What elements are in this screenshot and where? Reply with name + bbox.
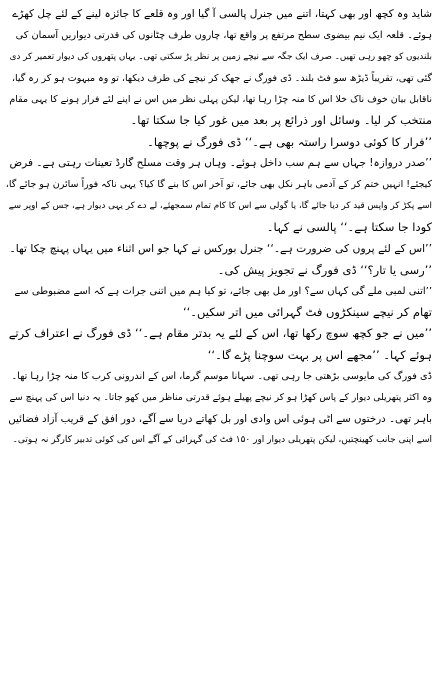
text-line: وہ اکثر پتھریلی دیوار کے پاس کھڑا ہو کر نیچے پھیلے ہوئے قدرتی مناظر میں کھو جاتا۔ یہ دنیا اس کی پہنچ سے bbox=[9, 392, 432, 404]
text-line: اسے پکڑ کر واپس قید کر دیا جائے گا، یا گولی سے اس کا کام تمام سمجھئے، لے دے کر یہی دیوار ہے، جس کے اوپر سے bbox=[8, 200, 432, 211]
text-line: اسے اپنی جانب کھینچتیں، لیکن پتھریلی دیوار اور ۱۵۰ فٹ کی گہرائی کے آگے اس کی کوئی تدبیر کارگر نہ ہوتی۔ bbox=[12, 434, 432, 445]
text-line: ’’اتنی لمبی ملے گی کہاں سے؟ اور مل بھی جائے، تو کیا ہم میں اتنی جرات ہے کہ اسے مضبوطی سے bbox=[14, 285, 432, 297]
text-line: گئی تھی، تقریباً ڈیڑھ سو فٹ بلند۔ ڈی فورگ نے جھک کر نیچے کی طرف دیکھا، تو وہ مبہوت ہو کر رہ گیا، bbox=[11, 72, 432, 84]
text-line: ناقابل بیان خوف ناک خلا اس کا منہ چڑا رہا تھا، لیکن پہلی نظر میں اس نے اپنے لئے فرار ہونے کا یہی مقام bbox=[9, 94, 432, 106]
text-line: کیجئے! انہیں ختم کر کے آدمی باہر نکل بھی جائے، تو آخر اس کا بنے گا کیا؟ یہی ناکہ فوراً سائرن ہو جائے گا، bbox=[6, 179, 432, 191]
text-line: ’’رسی یا تار؟‘‘ ڈی فورگ نے تجویز پیش کی۔ bbox=[217, 262, 432, 277]
text-line: ’’میں نے جو کچھ سوچ رکھا تھا، اس کے لئے یہ بدتر مقام ہے۔‘‘ ڈی فورگ نے اعتراف کرتے bbox=[8, 326, 432, 341]
text-line: تھام کر نیچے سینکڑوں فٹ گہرائی میں اتر سکیں۔‘‘ bbox=[182, 305, 432, 320]
text-line: ’’فرار کا کوئی دوسرا راستہ بھی ہے۔‘‘ ڈی فورگ نے پوچھا۔ bbox=[147, 134, 432, 149]
text-line: ڈی فورگ کی مایوسی بڑھتی جا رہی تھی۔ سہانا موسم گرما، اس کے اندرونی کرب کا منہ چڑا رہا تھا۔ bbox=[11, 371, 432, 383]
text-line: شاید وہ کچھ اور بھی کہتا، اتنے میں جنرل پالسی آ گیا اور وہ قلعے کا جائزہ لینے کے لئے چل کھڑے bbox=[12, 8, 432, 20]
text-line: ’’صدر دروازہ! جہاں سے ہم سب داخل ہوئے۔ وہاں ہر وقت مسلح گارڈ تعینات رہتی ہے۔ فرض bbox=[9, 157, 432, 170]
text-line: ہوئے۔ قلعہ ایک نیم بیضوی سطح مرتفع پر واقع تھا، چاروں طرف چٹانوں کی قدرتی دیواریں آسمان کی bbox=[15, 30, 432, 42]
text-line: منتخب کر لیا۔ وسائل اور ذرائع پر بعد میں غور کیا جا سکتا تھا۔ bbox=[130, 113, 432, 128]
text-line: کودا جا سکتا ہے۔‘‘ پالسی نے کہا۔ bbox=[266, 219, 432, 234]
text-line: باہر تھی۔ درختوں سے اٹی ہوئی اس وادی اور بل کھاتے دریا سے آگے، دور افق کے قریب آزاد فضائیں bbox=[8, 412, 432, 425]
text-line: ’’اس کے لئے پروں کی ضرورت ہے۔‘‘ جنرل بورکس نے کہا جو اس اثناء میں یہاں پہنچ چکا تھا۔ bbox=[9, 242, 432, 256]
text-line: ہوئے کہا۔ ’’مجھے اس پر بہت سوچنا پڑے گا۔‘‘ bbox=[207, 347, 432, 362]
text-line: بلندیوں کو چھو رہی تھیں۔ صرف ایک جگہ سے نیچے زمین پر نظر پڑ سکتی تھی۔ یہاں پتھروں کی دیوار تعمیر کر دی bbox=[9, 51, 432, 62]
